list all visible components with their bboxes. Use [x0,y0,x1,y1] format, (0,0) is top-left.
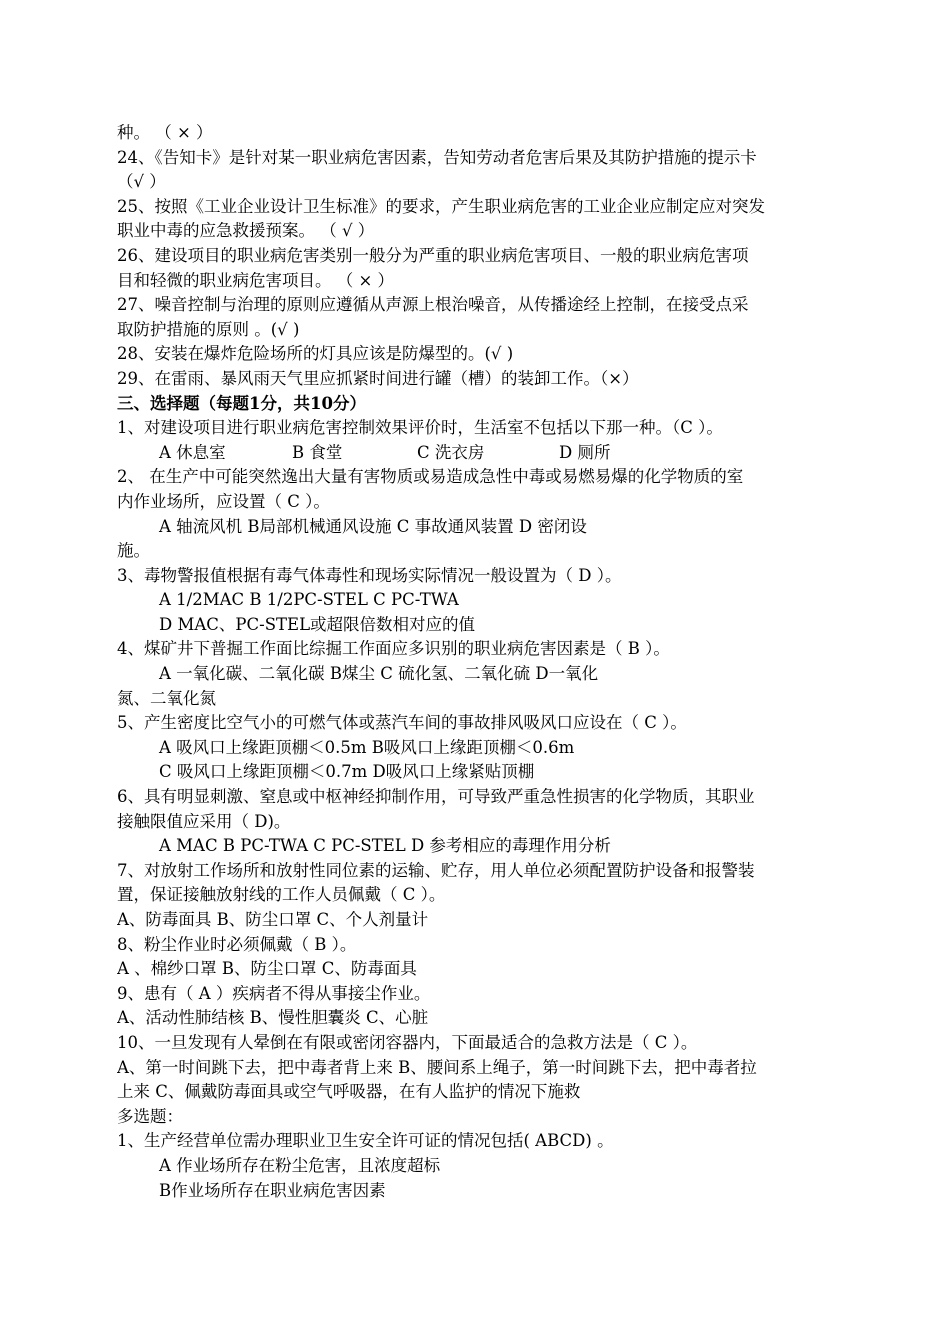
judgment-24-line-1: 24、《告知卡》是针对某一职业病危害因素，告知劳动者危害后果及其防护措施的提示卡 [117,147,757,167]
q2-options: A 轴流风机 B局部机械通风设施 C 事故通风装置 D 密闭设 [159,516,587,536]
q4-options: A 一氧化碳、二氧化碳 B煤尘 C 硫化氢、二氧化硫 D一氧化 [159,664,599,684]
q4-options-cont: 氮、二氧化氮 [117,688,216,708]
judgment-25-line-2: 职业中毒的应急救援预案。 （ √ ） [117,221,375,241]
q2-stem-line-1: 2、 在生产中可能突然逸出大量有害物质或易造成急性中毒或易燃易爆的化学物质的室 [117,467,744,487]
judgment-23-tail: 种。 （ × ） [117,123,213,142]
judgment-27-line-2: 取防护措施的原则 。(√ ) [117,319,300,339]
m1-stem: 1、生产经营单位需办理职业卫生安全许可证的情况包括( ABCD) 。 [117,1131,614,1151]
q6-stem-line-2: 接触限值应采用（ D)。 [117,811,291,831]
q5-options-line-1: A 吸风口上缘距顶棚＜0.5m B吸风口上缘距顶棚＜0.6m [159,737,575,757]
multi-choice-heading: 多选题： [117,1106,183,1126]
judgment-25-line-1: 25、按照《工业企业设计卫生标准》的要求，产生职业病危害的工业企业应制定应对突发 [117,196,765,216]
q6-options: A MAC B PC-TWA C PC-STEL D 参考相应的毒理作用分析 [159,836,611,856]
q5-options-line-2: C 吸风口上缘距顶棚＜0.7m D吸风口上缘紧贴顶棚 [159,762,535,782]
q2-options-cont: 施。 [117,541,150,561]
q2-stem-line-2: 内作业场所，应设置（ C ）。 [117,491,330,511]
judgment-27-line-1: 27、噪音控制与治理的原则应遵循从声源上根治噪音，从传播途经上控制，在接受点采 [117,295,749,315]
q5-stem: 5、产生密度比空气小的可燃气体或蒸汽车间的事故排风吸风口应设在（ C ）。 [117,713,687,733]
q1-options [117,441,837,466]
q10-options-cont: 上来 C、佩戴防毒面具或空气呼吸器，在有人监护的情况下施救 [117,1082,581,1102]
q10-stem: 10、一旦发现有人晕倒在有限或密闭容器内，下面最适合的急救方法是（ C ）。 [117,1032,698,1052]
section-heading-choice: 三、选择题（每题1分，共10分） [117,393,366,413]
q1-option-c: C 洗衣房 [417,442,485,462]
q6-stem-line-1: 6、具有明显刺激、窒息或中枢神经抑制作用，可导致严重急性损害的化学物质，其职业 [117,787,755,807]
document-page [117,121,837,1203]
m1-option-b: B作业场所存在职业病危害因素 [159,1180,386,1200]
q10-options: A、第一时间跳下去，把中毒者背上来 B、腰间系上绳子，第一时间跳下去，把中毒者拉 [117,1057,757,1077]
q8-options: A 、棉纱口罩 B、防尘口罩 C、防毒面具 [117,959,417,979]
q7-stem-line-1: 7、对放射工作场所和放射性同位素的运输、贮存，用人单位必须配置防护设备和报警装 [117,860,755,880]
q3-stem: 3、毒物警报值根据有毒气体毒性和现场实际情况一般设置为（ D ）。 [117,565,622,585]
q3-options-line-1: A 1/2MAC B 1/2PC-STEL C PC-TWA [159,590,459,610]
judgment-29: 29、在雷雨、暴风雨天气里应抓紧时间进行罐（槽）的装卸工作。（×） [117,368,639,388]
q7-options: A、防毒面具 B、防尘口罩 C、个人剂量计 [117,910,429,929]
q9-options: A、活动性肺结核 B、慢性胆囊炎 C、心脏 [117,1008,429,1028]
q4-stem: 4、煤矿井下普掘工作面比综掘工作面应多识别的职业病危害因素是（ B ）。 [117,639,670,659]
q1-option-b: B 食堂 [292,442,343,462]
q1-stem: 1、对建设项目进行职业病危害控制效果评价时，生活室不包括以下那一种。（C ）。 [117,418,723,438]
q9-stem: 9、患有（ A ）疾病者不得从事接尘作业。 [117,983,431,1003]
judgment-28: 28、安装在爆炸危险场所的灯具应该是防爆型的。(√ ) [117,344,514,364]
q3-options-line-2: D MAC、PC-STEL或超限倍数相对应的值 [159,614,476,634]
q8-stem: 8、粉尘作业时必须佩戴（ B ）。 [117,934,357,954]
judgment-26-line-2: 目和轻微的职业病危害项目。 （ × ） [117,270,395,290]
q1-option-d: D 厕所 [559,442,611,462]
judgment-26-line-1: 26、建设项目的职业病危害类别一般分为严重的职业病危害项目、一般的职业病危害项 [117,245,749,265]
q1-option-a: A 休息室 [159,442,226,462]
m1-option-a: A 作业场所存在粉尘危害，且浓度超标 [159,1155,441,1175]
q7-stem-line-2: 置，保证接触放射线的工作人员佩戴（ C ）。 [117,885,446,905]
judgment-24-answer: （√ ） [117,172,166,192]
